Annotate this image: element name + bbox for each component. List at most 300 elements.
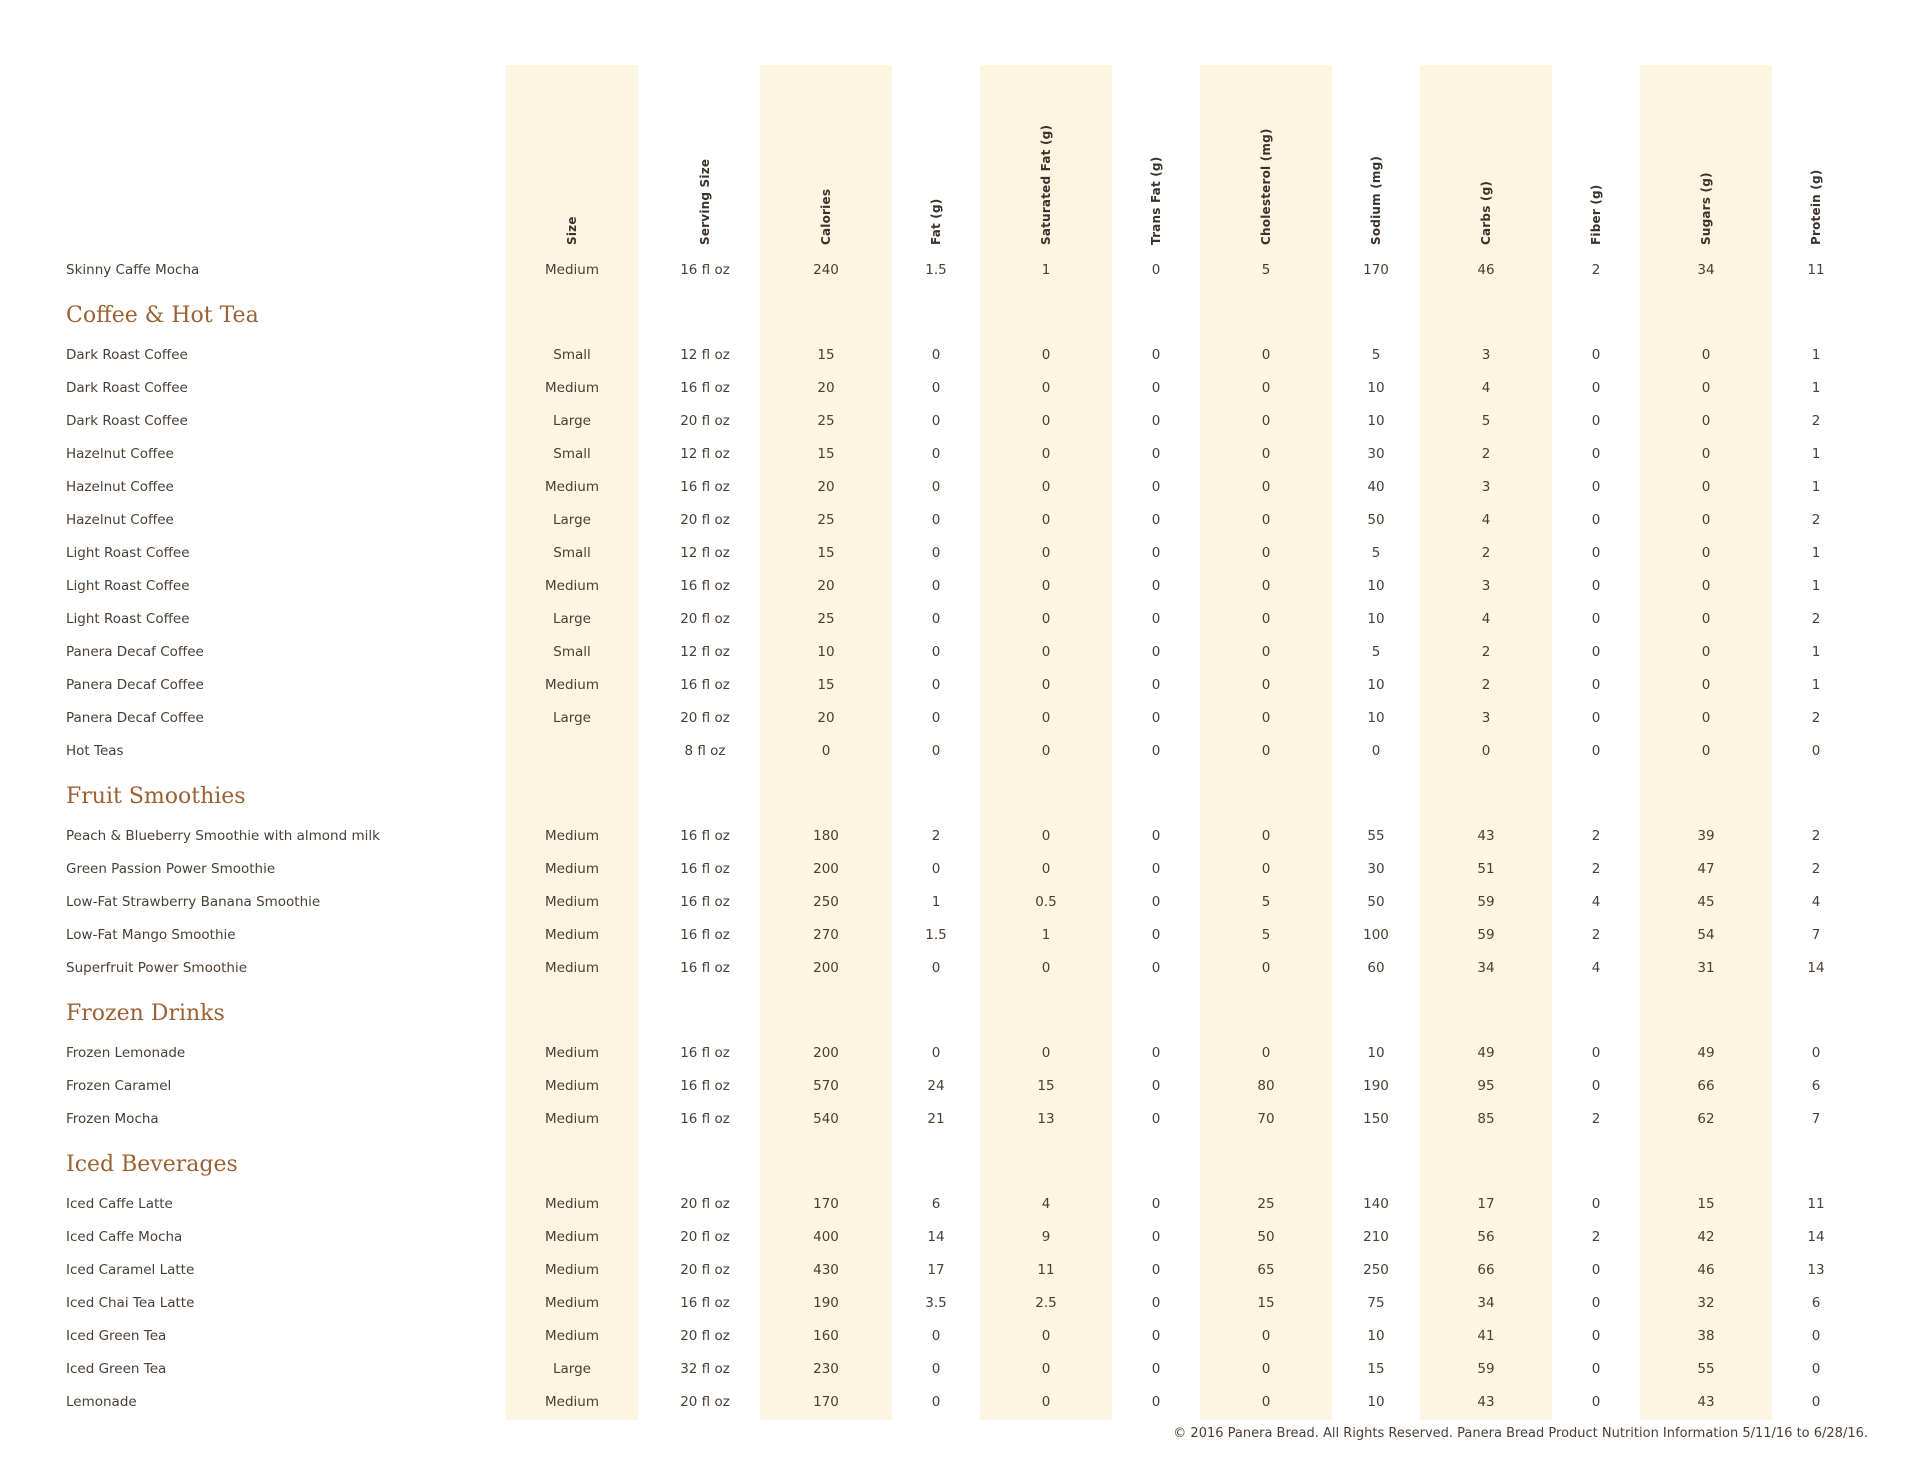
- table-cell: 0: [931, 545, 941, 561]
- item-name: Dark Roast Coffee: [66, 347, 188, 363]
- table-cell: Medium: [545, 479, 599, 495]
- table-cell: 2: [1811, 710, 1821, 726]
- table-cell: 0: [931, 611, 941, 627]
- table-cell: 0: [931, 578, 941, 594]
- table-cell: 0: [1151, 611, 1161, 627]
- table-cell: 38: [1697, 1328, 1715, 1344]
- table-cell: 250: [813, 894, 839, 910]
- table-cell: 16 fl oz: [680, 1295, 730, 1311]
- table-cell: 2: [1811, 828, 1821, 844]
- table-cell: 140: [1363, 1196, 1389, 1212]
- table-cell: 0: [1151, 828, 1161, 844]
- table-row: [0, 570, 1920, 603]
- table-cell: 0: [1261, 380, 1271, 396]
- table-cell: 0: [931, 512, 941, 528]
- table-cell: 7: [1811, 1111, 1821, 1127]
- table-cell: 1: [1811, 578, 1821, 594]
- table-cell: 0: [931, 1394, 941, 1410]
- table-cell: 0: [1151, 512, 1161, 528]
- table-cell: 1: [1811, 677, 1821, 693]
- table-cell: 2: [1481, 644, 1491, 660]
- table-cell: 0: [1591, 578, 1601, 594]
- table-cell: 12 fl oz: [680, 347, 730, 363]
- table-cell: 0: [1151, 347, 1161, 363]
- table-cell: 8 fl oz: [684, 743, 726, 759]
- table-cell: 0: [931, 1361, 941, 1377]
- table-cell: 25: [817, 413, 835, 429]
- column-header: [1651, 65, 1761, 245]
- table-cell: 0: [1261, 1394, 1271, 1410]
- table-cell: 5: [1261, 894, 1271, 910]
- table-cell: 3: [1481, 479, 1491, 495]
- table-cell: 55: [1367, 828, 1385, 844]
- table-cell: 43: [1477, 1394, 1495, 1410]
- table-cell: 46: [1697, 1262, 1715, 1278]
- item-name: Dark Roast Coffee: [66, 413, 188, 429]
- table-cell: Medium: [545, 894, 599, 910]
- table-cell: Medium: [545, 1328, 599, 1344]
- table-cell: 1: [1041, 262, 1051, 278]
- table-cell: 25: [817, 611, 835, 627]
- table-row: [0, 886, 1920, 919]
- table-cell: Medium: [545, 1229, 599, 1245]
- item-name: Light Roast Coffee: [66, 545, 190, 561]
- table-cell: 7: [1811, 927, 1821, 943]
- table-cell: 0: [1151, 1262, 1161, 1278]
- table-cell: 32: [1697, 1295, 1715, 1311]
- table-cell: 10: [1367, 677, 1385, 693]
- table-cell: 540: [813, 1111, 839, 1127]
- table-cell: 59: [1477, 927, 1495, 943]
- table-cell: 20 fl oz: [680, 1196, 730, 1212]
- table-cell: 0: [1151, 1229, 1161, 1245]
- item-name: Iced Caramel Latte: [66, 1262, 195, 1278]
- table-cell: 13: [1037, 1111, 1055, 1127]
- table-cell: 40: [1367, 479, 1385, 495]
- table-cell: Medium: [545, 861, 599, 877]
- table-cell: 0: [1591, 1196, 1601, 1212]
- table-cell: 0: [1151, 413, 1161, 429]
- table-cell: 0: [1041, 446, 1051, 462]
- table-cell: 59: [1477, 1361, 1495, 1377]
- column-header-label: Carbs (g): [1479, 180, 1493, 245]
- table-row: [0, 1037, 1920, 1070]
- table-cell: 4: [1041, 1196, 1051, 1212]
- table-cell: 2: [1481, 446, 1491, 462]
- table-cell: 0: [1151, 545, 1161, 561]
- table-cell: 0: [1701, 677, 1711, 693]
- table-row: [0, 735, 1920, 768]
- table-cell: 1: [1811, 347, 1821, 363]
- table-cell: Medium: [545, 1262, 599, 1278]
- table-cell: 0: [1151, 1045, 1161, 1061]
- table-cell: 0: [1701, 644, 1711, 660]
- table-cell: 200: [813, 1045, 839, 1061]
- table-cell: 0: [1811, 1394, 1821, 1410]
- table-cell: 0: [1261, 446, 1271, 462]
- table-cell: 66: [1697, 1078, 1715, 1094]
- table-cell: 15: [1037, 1078, 1055, 1094]
- column-header: [650, 65, 760, 245]
- table-cell: 20: [817, 710, 835, 726]
- table-cell: 20 fl oz: [680, 710, 730, 726]
- table-cell: 50: [1367, 512, 1385, 528]
- table-cell: 0: [1701, 578, 1711, 594]
- table-cell: 0: [1041, 1045, 1051, 1061]
- table-cell: 0: [1041, 611, 1051, 627]
- table-cell: 9: [1041, 1229, 1051, 1245]
- table-row: [0, 702, 1920, 735]
- table-cell: 0: [1041, 1394, 1051, 1410]
- table-cell: 16 fl oz: [680, 927, 730, 943]
- table-cell: 0: [1591, 347, 1601, 363]
- column-header-label: Protein (g): [1809, 169, 1823, 245]
- table-cell: 20 fl oz: [680, 1229, 730, 1245]
- table-cell: 0: [1261, 1045, 1271, 1061]
- table-cell: 570: [813, 1078, 839, 1094]
- table-row: [0, 537, 1920, 570]
- copyright-footer: © 2016 Panera Bread. All Rights Reserved. Panera Bread Product Nutrition Information 5/11/16 to 6/28/16.: [1173, 1426, 1868, 1441]
- table-row: [0, 1221, 1920, 1254]
- item-name: Hazelnut Coffee: [66, 446, 174, 462]
- table-cell: 0: [1261, 743, 1271, 759]
- table-cell: 0: [1151, 578, 1161, 594]
- table-cell: 10: [1367, 413, 1385, 429]
- table-cell: 49: [1477, 1045, 1495, 1061]
- table-cell: 51: [1477, 861, 1495, 877]
- table-cell: 46: [1477, 262, 1495, 278]
- item-name: Dark Roast Coffee: [66, 380, 188, 396]
- table-cell: 0: [1041, 347, 1051, 363]
- table-cell: 11: [1807, 262, 1825, 278]
- table-cell: 41: [1477, 1328, 1495, 1344]
- table-row: [0, 669, 1920, 702]
- table-cell: 0: [1701, 347, 1711, 363]
- table-row: [0, 1103, 1920, 1136]
- table-cell: 16 fl oz: [680, 861, 730, 877]
- table-cell: 34: [1697, 262, 1715, 278]
- table-row: [0, 254, 1920, 287]
- column-header: [1541, 65, 1651, 245]
- table-cell: Medium: [545, 1078, 599, 1094]
- table-cell: 0: [1151, 1361, 1161, 1377]
- table-cell: 0: [1261, 611, 1271, 627]
- item-name: Iced Caffe Latte: [66, 1196, 173, 1212]
- table-cell: 70: [1257, 1111, 1275, 1127]
- table-cell: 0: [1591, 1262, 1601, 1278]
- table-cell: 0: [1591, 380, 1601, 396]
- table-cell: 0: [1811, 1328, 1821, 1344]
- item-name: Lemonade: [66, 1394, 137, 1410]
- table-cell: 14: [1807, 1229, 1825, 1245]
- table-cell: 0: [931, 1328, 941, 1344]
- column-header-label: Fiber (g): [1589, 184, 1603, 245]
- table-cell: 230: [813, 1361, 839, 1377]
- table-cell: 0: [1041, 677, 1051, 693]
- table-cell: 0: [1591, 479, 1601, 495]
- table-cell: 0: [1041, 960, 1051, 976]
- table-cell: 16 fl oz: [680, 262, 730, 278]
- table-cell: 39: [1697, 828, 1715, 844]
- table-cell: 4: [1481, 611, 1491, 627]
- table-cell: 0: [1041, 479, 1051, 495]
- table-cell: 0: [1591, 446, 1601, 462]
- table-cell: 0: [1261, 1328, 1271, 1344]
- table-cell: 31: [1697, 960, 1715, 976]
- item-name: Frozen Lemonade: [66, 1045, 186, 1061]
- table-cell: 0: [1261, 828, 1271, 844]
- table-cell: 3: [1481, 578, 1491, 594]
- table-cell: 16 fl oz: [680, 1045, 730, 1061]
- table-cell: 0: [1591, 413, 1601, 429]
- table-cell: 0: [931, 644, 941, 660]
- table-cell: 0: [1701, 545, 1711, 561]
- table-cell: 32 fl oz: [680, 1361, 730, 1377]
- table-cell: 2: [1591, 828, 1601, 844]
- item-name: Skinny Caffe Mocha: [66, 262, 200, 278]
- table-cell: 15: [817, 347, 835, 363]
- table-cell: 0: [1151, 380, 1161, 396]
- item-name: Peach & Blueberry Smoothie with almond milk: [66, 828, 380, 844]
- table-row: [0, 339, 1920, 372]
- table-cell: 1: [1811, 644, 1821, 660]
- table-cell: 25: [817, 512, 835, 528]
- column-header: [517, 65, 627, 245]
- table-cell: 100: [1363, 927, 1389, 943]
- table-cell: 3: [1481, 347, 1491, 363]
- table-cell: Medium: [545, 1295, 599, 1311]
- table-row: [0, 1254, 1920, 1287]
- table-cell: 11: [1037, 1262, 1055, 1278]
- table-cell: 0: [1151, 894, 1161, 910]
- table-cell: 0: [1151, 1078, 1161, 1094]
- table-row: [0, 1353, 1920, 1386]
- table-cell: 0: [931, 710, 941, 726]
- table-cell: Small: [553, 347, 591, 363]
- table-cell: 0: [1371, 743, 1381, 759]
- table-cell: 25: [1257, 1196, 1275, 1212]
- table-cell: 4: [1481, 380, 1491, 396]
- table-cell: 0: [1151, 960, 1161, 976]
- item-name: Iced Chai Tea Latte: [66, 1295, 195, 1311]
- column-header-label: Fat (g): [929, 198, 943, 245]
- table-cell: 0: [1701, 413, 1711, 429]
- table-cell: 95: [1477, 1078, 1495, 1094]
- table-row: [0, 504, 1920, 537]
- table-cell: 0: [1591, 512, 1601, 528]
- column-header: [1431, 65, 1541, 245]
- table-cell: 3: [1481, 710, 1491, 726]
- section-heading: Iced Beverages: [66, 1152, 238, 1177]
- table-cell: 5: [1261, 262, 1271, 278]
- table-row: [0, 1386, 1920, 1419]
- table-cell: 0: [1701, 743, 1711, 759]
- section-heading: Coffee & Hot Tea: [66, 303, 259, 328]
- table-cell: Large: [553, 710, 591, 726]
- table-cell: 10: [1367, 1328, 1385, 1344]
- table-cell: 20 fl oz: [680, 1328, 730, 1344]
- column-header: [1321, 65, 1431, 245]
- table-cell: 1: [1811, 545, 1821, 561]
- table-cell: 0: [1041, 1361, 1051, 1377]
- table-cell: 85: [1477, 1111, 1495, 1127]
- table-cell: 0: [1701, 380, 1711, 396]
- table-cell: 2: [1591, 1229, 1601, 1245]
- table-cell: 170: [813, 1196, 839, 1212]
- table-cell: 60: [1367, 960, 1385, 976]
- table-cell: 430: [813, 1262, 839, 1278]
- table-cell: 49: [1697, 1045, 1715, 1061]
- table-cell: 0: [1041, 512, 1051, 528]
- table-cell: 0: [1591, 1045, 1601, 1061]
- table-cell: 170: [813, 1394, 839, 1410]
- table-cell: 2: [1811, 512, 1821, 528]
- column-header-label: Calories: [819, 188, 833, 245]
- table-cell: 0: [1261, 479, 1271, 495]
- item-name: Low-Fat Mango Smoothie: [66, 927, 236, 943]
- table-cell: Large: [553, 1361, 591, 1377]
- table-cell: 55: [1697, 1361, 1715, 1377]
- table-cell: 2: [1811, 861, 1821, 877]
- table-cell: 0: [931, 479, 941, 495]
- table-cell: 0: [1151, 677, 1161, 693]
- table-cell: 16 fl oz: [680, 578, 730, 594]
- table-cell: 0: [931, 743, 941, 759]
- table-cell: 0: [1591, 677, 1601, 693]
- table-row: [0, 919, 1920, 952]
- column-header: [991, 65, 1101, 245]
- table-cell: 0: [1151, 479, 1161, 495]
- table-cell: 47: [1697, 861, 1715, 877]
- table-cell: 0: [1151, 262, 1161, 278]
- table-cell: Medium: [545, 578, 599, 594]
- table-cell: 15: [817, 446, 835, 462]
- item-name: Light Roast Coffee: [66, 611, 190, 627]
- table-cell: Medium: [545, 380, 599, 396]
- table-cell: 5: [1481, 413, 1491, 429]
- table-row: [0, 438, 1920, 471]
- table-cell: 200: [813, 861, 839, 877]
- table-cell: 0: [1591, 1295, 1601, 1311]
- table-cell: 0: [1811, 743, 1821, 759]
- table-cell: 2: [1591, 262, 1601, 278]
- table-row: [0, 603, 1920, 636]
- table-cell: 30: [1367, 446, 1385, 462]
- table-cell: 16 fl oz: [680, 1111, 730, 1127]
- table-cell: 10: [817, 644, 835, 660]
- item-name: Superfruit Power Smoothie: [66, 960, 247, 976]
- table-cell: 0: [1261, 347, 1271, 363]
- table-cell: 12 fl oz: [680, 644, 730, 660]
- table-cell: 0: [1041, 545, 1051, 561]
- table-cell: 59: [1477, 894, 1495, 910]
- table-row: [0, 405, 1920, 438]
- item-name: Iced Green Tea: [66, 1328, 167, 1344]
- table-cell: 0: [1041, 861, 1051, 877]
- table-cell: 0: [931, 960, 941, 976]
- table-cell: 0: [1261, 644, 1271, 660]
- table-cell: 0: [1701, 512, 1711, 528]
- table-cell: 20: [817, 578, 835, 594]
- table-cell: 0: [1261, 413, 1271, 429]
- table-cell: 2: [1591, 1111, 1601, 1127]
- column-header-label: Trans Fat (g): [1149, 156, 1163, 245]
- table-cell: 2: [1811, 413, 1821, 429]
- table-cell: 1.5: [925, 262, 947, 278]
- table-cell: 190: [1363, 1078, 1389, 1094]
- table-cell: Medium: [545, 1394, 599, 1410]
- table-cell: 15: [1367, 1361, 1385, 1377]
- table-cell: 2: [1811, 611, 1821, 627]
- table-cell: 10: [1367, 1394, 1385, 1410]
- column-header-label: Sodium (mg): [1369, 155, 1383, 245]
- table-cell: 0: [1811, 1045, 1821, 1061]
- table-cell: 16 fl oz: [680, 479, 730, 495]
- table-cell: 0: [1261, 578, 1271, 594]
- table-cell: 50: [1257, 1229, 1275, 1245]
- table-cell: 0: [1261, 1361, 1271, 1377]
- table-cell: 30: [1367, 861, 1385, 877]
- table-cell: 10: [1367, 611, 1385, 627]
- table-cell: 14: [1807, 960, 1825, 976]
- table-cell: 10: [1367, 380, 1385, 396]
- column-header-label: Sugars (g): [1699, 172, 1713, 245]
- table-cell: 0: [931, 861, 941, 877]
- table-cell: 17: [927, 1262, 945, 1278]
- table-cell: 3.5: [925, 1295, 947, 1311]
- table-cell: 54: [1697, 927, 1715, 943]
- table-cell: 160: [813, 1328, 839, 1344]
- table-cell: Medium: [545, 262, 599, 278]
- table-cell: 0: [1591, 644, 1601, 660]
- table-cell: 0: [1041, 743, 1051, 759]
- table-cell: 42: [1697, 1229, 1715, 1245]
- table-cell: 5: [1371, 347, 1381, 363]
- table-cell: 11: [1807, 1196, 1825, 1212]
- table-cell: 0: [1701, 611, 1711, 627]
- table-cell: 21: [927, 1111, 945, 1127]
- table-cell: 1: [931, 894, 941, 910]
- table-cell: 0: [1481, 743, 1491, 759]
- table-cell: 5: [1371, 644, 1381, 660]
- table-cell: 16 fl oz: [680, 960, 730, 976]
- table-cell: Large: [553, 512, 591, 528]
- table-cell: 20 fl oz: [680, 1262, 730, 1278]
- table-cell: 50: [1367, 894, 1385, 910]
- column-header: [771, 65, 881, 245]
- column-header-label: Serving Size: [698, 158, 712, 245]
- table-cell: Medium: [545, 960, 599, 976]
- table-cell: 400: [813, 1229, 839, 1245]
- column-header: [881, 65, 991, 245]
- item-name: Hazelnut Coffee: [66, 512, 174, 528]
- table-cell: 2: [1591, 861, 1601, 877]
- table-cell: 0.5: [1035, 894, 1057, 910]
- table-cell: 2: [931, 828, 941, 844]
- table-cell: 200: [813, 960, 839, 976]
- table-cell: 0: [1041, 828, 1051, 844]
- table-cell: Medium: [545, 1045, 599, 1061]
- section-heading: Frozen Drinks: [66, 1001, 225, 1026]
- table-cell: 10: [1367, 710, 1385, 726]
- table-row: [0, 952, 1920, 985]
- table-cell: 6: [1811, 1078, 1821, 1094]
- table-cell: 12 fl oz: [680, 545, 730, 561]
- table-cell: 20: [817, 380, 835, 396]
- table-cell: 0: [1151, 927, 1161, 943]
- table-cell: 0: [1151, 1394, 1161, 1410]
- table-cell: 15: [817, 677, 835, 693]
